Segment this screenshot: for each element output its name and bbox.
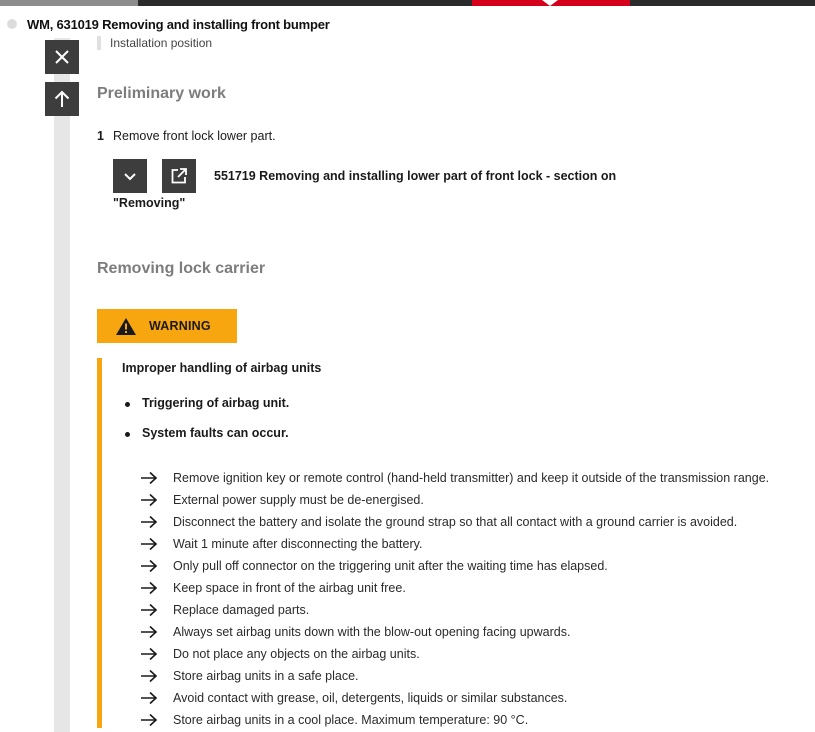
- arrow-right-icon: [140, 713, 158, 727]
- arrow-right-icon: [140, 559, 158, 573]
- action-text: Wait 1 minute after disconnecting the battery.: [173, 537, 423, 551]
- expand-button[interactable]: [113, 159, 147, 193]
- preliminary-work-heading: Preliminary work: [97, 85, 226, 102]
- list-item: [140, 555, 769, 577]
- action-text: Replace damaged parts.: [173, 603, 310, 617]
- action-text: Only pull off connector on the triggering unit after the waiting time has elapsed.: [173, 559, 608, 573]
- reference-link-text-continued[interactable]: "Removing": [113, 196, 186, 210]
- external-link-icon: [170, 167, 188, 185]
- removing-lock-carrier-heading: Removing lock carrier: [97, 260, 266, 277]
- consequence-text: System faults can occur.: [142, 426, 289, 440]
- step-text: Remove front lock lower part.: [113, 129, 276, 143]
- scroll-up-button[interactable]: [45, 82, 79, 116]
- list-item: [140, 621, 769, 643]
- warning-actions: [140, 467, 769, 731]
- list-item: [140, 467, 769, 489]
- warning-content: [97, 358, 797, 728]
- warning-heading: Improper handling of airbag units: [122, 361, 322, 375]
- close-button[interactable]: [45, 40, 79, 74]
- installation-position-label: Installation position: [110, 36, 213, 50]
- progress-segment-grey: [0, 0, 138, 6]
- warning-label: WARNING: [149, 319, 211, 333]
- list-item: [140, 599, 769, 621]
- preliminary-step: [97, 129, 276, 143]
- step-number: 1: [97, 129, 104, 143]
- arrow-right-icon: [140, 625, 158, 639]
- list-item: [140, 687, 769, 709]
- arrow-right-icon: [140, 581, 158, 595]
- list-item: [140, 643, 769, 665]
- list-item: [140, 709, 769, 731]
- arrow-right-icon: [140, 669, 158, 683]
- list-item: [122, 426, 289, 456]
- reference-link-row: [113, 159, 616, 193]
- action-text: Disconnect the battery and isolate the ground strap so that all contact with a ground carrier is avoided.: [173, 515, 738, 529]
- list-item: [140, 577, 769, 599]
- list-item: [140, 489, 769, 511]
- action-text: Remove ignition key or remote control (hand-held transmitter) and keep it outside of the transmission range.: [173, 471, 770, 485]
- chevron-down-icon: [123, 171, 137, 181]
- list-item: [140, 511, 769, 533]
- arrow-right-icon: [140, 493, 158, 507]
- installation-position-row: [97, 36, 212, 50]
- document-title: WM, 631019 Removing and installing front bumper: [27, 16, 330, 32]
- navigation-rail: [54, 38, 70, 732]
- reference-link-text[interactable]: 551719 Removing and installing lower part of front lock - section on: [214, 169, 617, 183]
- list-marker: [97, 36, 101, 50]
- action-text: Keep space in front of the airbag unit free.: [173, 581, 406, 595]
- document-header: [0, 14, 815, 34]
- arrow-right-icon: [140, 691, 158, 705]
- arrow-right-icon: [140, 471, 158, 485]
- action-text: Do not place any objects on the airbag units.: [173, 647, 420, 661]
- arrow-right-icon: [140, 647, 158, 661]
- arrow-right-icon: [140, 515, 158, 529]
- arrow-right-icon: [140, 537, 158, 551]
- list-item: [140, 533, 769, 555]
- warning-consequences: [122, 396, 289, 456]
- arrow-right-icon: [140, 603, 158, 617]
- status-dot: [7, 19, 17, 29]
- list-item: [122, 396, 289, 426]
- action-text: Store airbag units in a cool place. Maximum temperature: 90 °C.: [173, 713, 529, 727]
- top-progress-bar: [0, 0, 815, 6]
- list-item: [140, 665, 769, 687]
- consequence-text: Triggering of airbag unit.: [142, 396, 290, 410]
- warning-badge: [97, 309, 237, 343]
- progress-notch: [542, 0, 558, 6]
- action-text: Store airbag units in a safe place.: [173, 669, 359, 683]
- bullet-dot: [125, 402, 130, 407]
- warning-triangle-icon: [115, 317, 137, 336]
- action-text: Avoid contact with grease, oil, detergents, liquids or similar substances.: [173, 691, 568, 705]
- open-link-button[interactable]: [162, 159, 196, 193]
- bullet-dot: [125, 432, 130, 437]
- arrow-up-icon: [54, 90, 70, 108]
- close-icon: [54, 49, 70, 65]
- action-text: External power supply must be de-energised.: [173, 493, 424, 507]
- action-text: Always set airbag units down with the blow-out opening facing upwards.: [173, 625, 571, 639]
